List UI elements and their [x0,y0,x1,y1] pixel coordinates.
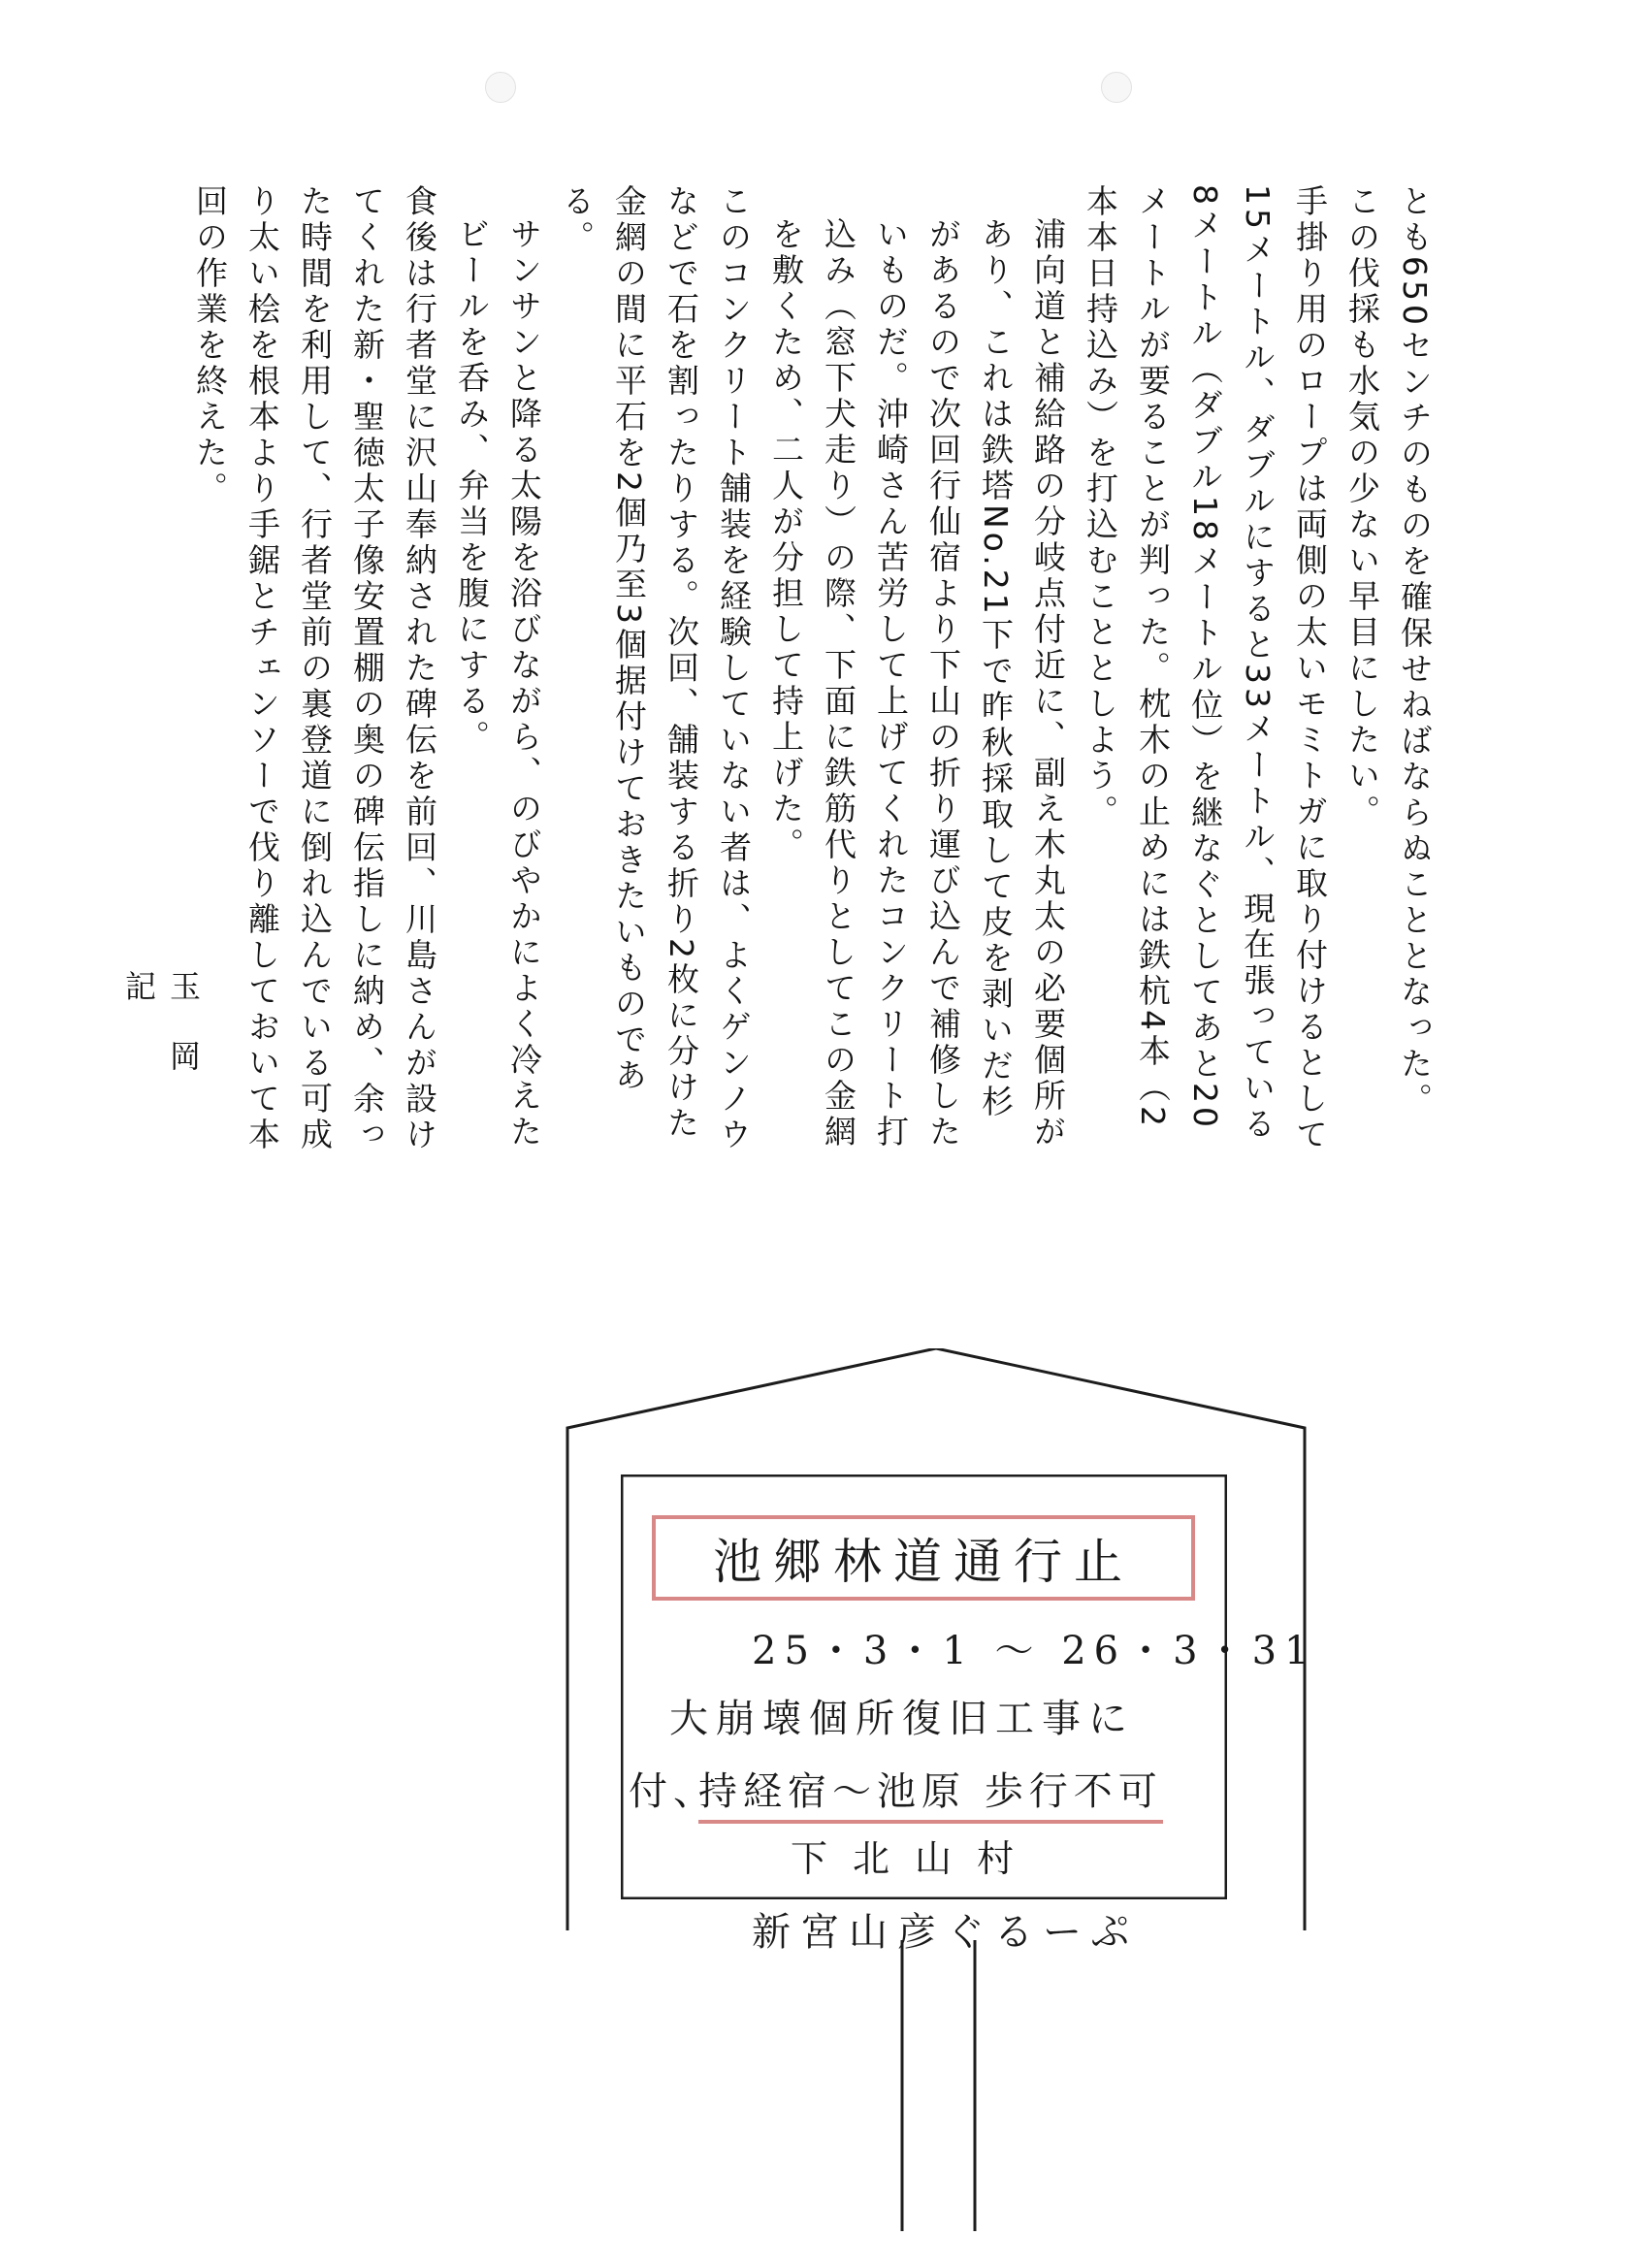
notice-date-range: 25・3・1 〜 26・3・31 [752,1629,1317,1673]
notice-panel [621,1474,1317,1955]
handwritten-report-body [63,184,1440,1154]
report-paragraph: この伐採も水気の少ない早目にしたい。 [1343,184,1381,830]
notice-issuer-village: 下北山村 [791,1837,1040,1880]
author-signature: 玉岡 記 [120,970,202,1110]
notice-signboard-drawing [543,1348,1329,1955]
report-paragraph: 手掛り用のロープは両側の太いモミトガに取り付けるとして15メートル、ダブルにすると33メートル、現在張っている8メートル（ダブル18メートル位）を継なぐとしてあと20メートルが要ることが判った。枕木の止めには鉄杭4本（2本本日持込み）を打込むこととしよう。 [1082,184,1329,1153]
notice-title: 池郷林道通行止 [652,1515,1195,1601]
report-paragraph: 浦向道と補給路の分岐点付近に、副え木丸太の必要個所があり、これは鉄塔No.21下で昨秋採取して皮を剥いだ杉があるので次回行仙宿より下山の折り運び込んで補修したいものだ。沖崎さん苦労して上げてくれたコンクリート打込み（窓下犬走り）の際、下面に鉄筋代りとしてこの金網を敷くため、二人が分担して持上げた。 [767,217,1067,1150]
report-paragraph: このコンクリート舗装を経験していない者は、よくゲンノウなどで石を割ったりする。次回、舗装する折り2枚に分けた金網の間に平石を2個乃至3個据付けておきたいものである。 [558,184,753,1153]
punch-hole-left [485,72,516,103]
punch-hole-right [1101,72,1132,103]
report-paragraph: 食後は行者堂に沢山奉納された碑伝を前回、川島さんが設けてくれた新・聖徳太子像安置棚の奥の碑伝指しに納め、余った時間を利用して、行者堂前の裏登道に倒れ込んでいる可成り太い桧を根本より手鋸とチェンソーで伐り離しておいて本回の作業を終えた。 [191,184,438,1153]
notice-issuer-group: 新宮山彦ぐるーぷ [752,1910,1140,1955]
report-paragraph: とも650センチのものを確保せねばならぬこととなった。 [1396,184,1434,1118]
report-paragraph: サンサンと降る太陽を浴びながら、のびやかによく冷えたビールを呑み、弁当を腹にする。 [453,217,543,1150]
notice-restriction: 持経宿〜池原 歩行不可 [698,1761,1163,1824]
notice-reason: 大崩壊個所復旧工事に [669,1697,1135,1741]
notice-reason-prefix: 付、 [629,1769,718,1814]
